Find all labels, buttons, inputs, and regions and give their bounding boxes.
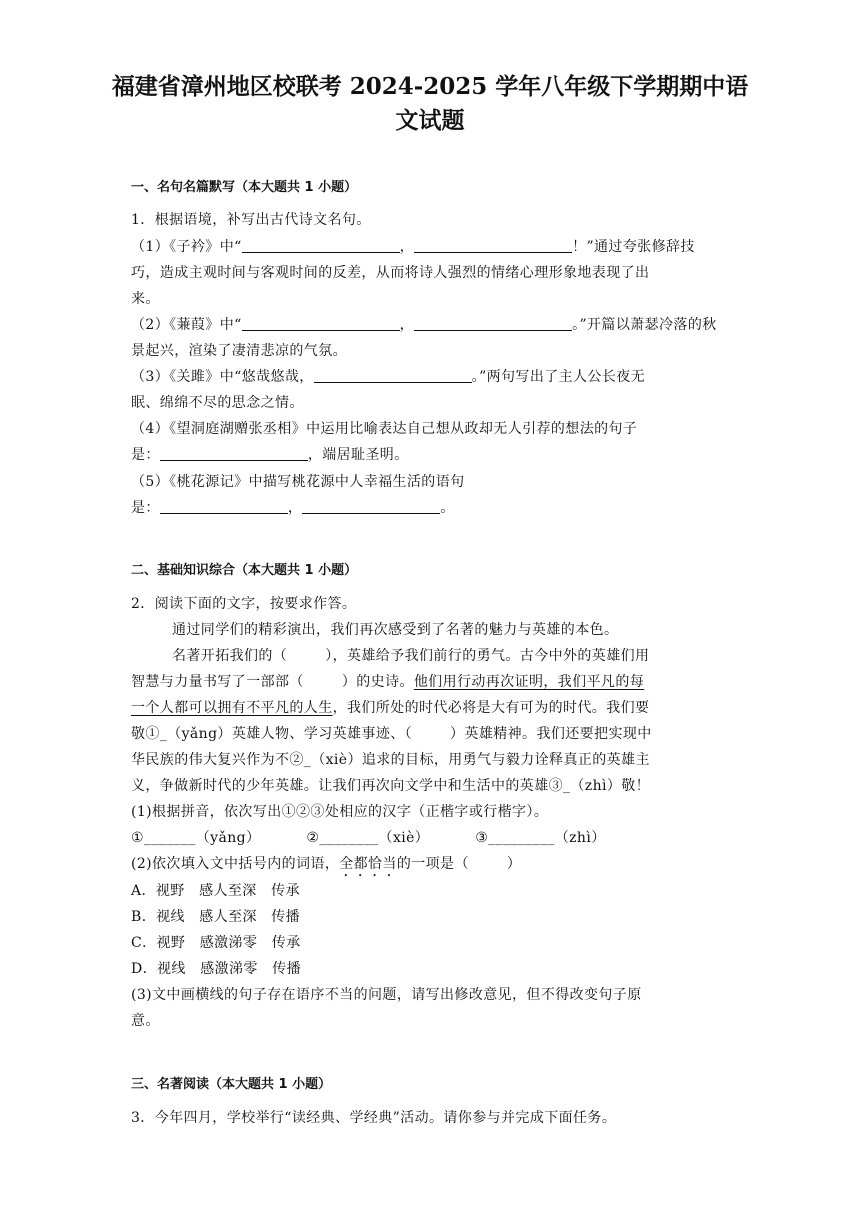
q1-item-4-line-2: 是： ，端居耻圣明。: [131, 447, 409, 463]
section-3-heading: 三、名著阅读（本大题共 1 小题）: [131, 1077, 332, 1092]
sub-question-1: (1)根据拼音，依次写出①②③处相应的汉字（正楷字或行楷字）。: [131, 804, 549, 820]
answer-blank[interactable]: [414, 316, 572, 331]
passage-line-7: 义，争做新时代的少年英雄。让我们再次向文学中和生活中的英雄③_（zhì）敬！: [131, 778, 651, 794]
answer-blank[interactable]: [414, 238, 572, 253]
answer-blank[interactable]: [314, 368, 472, 383]
emphasis-dots-text: 全都恰当: [339, 856, 397, 872]
option-d[interactable]: D．视线 感激涕零 传播: [131, 961, 302, 977]
q1-item-2-line-1: （2）《蒹葭》中“ ， 。”开篇以萧瑟冷落的秋: [131, 317, 717, 333]
sub-question-2: (2)依次填入文中括号内的词语，全都恰当的一项是（ ）: [131, 856, 522, 872]
q1-item-1-line-3: 来。: [131, 291, 160, 307]
passage-line-3: 智慧与力量书写了一部部（ ）的史诗。他们用行动再次证明，我们平凡的每: [131, 674, 645, 690]
sub-question-3-line-2: 意。: [131, 1013, 160, 1029]
answer-blank[interactable]: [302, 499, 440, 514]
section-2-heading: 二、基础知识综合（本大题共 1 小题）: [131, 563, 358, 578]
pinyin-blanks-row: [131, 827, 606, 847]
passage-line-5: 敬①_（yǎng）英雄人物、学习英雄事迹、（ ）英雄精神。我们还要把实现中: [131, 726, 652, 742]
q1-item-5-line-1: （5）《桃花源记》中描写桃花源中人幸福生活的语句: [131, 474, 465, 490]
question-2-stem: 2．阅读下面的文字，按要求作答。: [131, 596, 357, 612]
answer-blank[interactable]: [160, 446, 308, 461]
underlined-sentence: 他们用行动再次证明，我们平凡的每: [413, 674, 645, 690]
title-line-2: 文试题: [395, 107, 465, 134]
section-1-heading: 一、名句名篇默写（本大题共 1 小题）: [131, 180, 358, 195]
pinyin-blank-3[interactable]: ③_________（zhì）: [475, 830, 606, 846]
passage-line-2: 名著开拓我们的（ ），英雄给予我们前行的勇气。古今中外的英雄们用: [172, 648, 650, 664]
answer-blank[interactable]: [242, 238, 400, 253]
pinyin-blank-1[interactable]: ①_______（yǎng）: [131, 830, 261, 846]
q1-item-3-line-1: （3）《关雎》中“悠哉悠哉， 。”两句写出了主人公长夜无: [131, 369, 646, 385]
page-title: [110, 70, 750, 138]
underlined-sentence: 一个人都可以拥有不平凡的人生: [131, 700, 333, 716]
passage-line-6: 华民族的伟大复兴作为不②_（xiè）追求的目标，用勇气与毅力诠释真正的英雄主: [131, 752, 650, 768]
q1-item-4-line-1: （4）《望洞庭湖赠张丞相》中运用比喻表达自己想从政却无人引荐的想法的句子: [131, 421, 638, 437]
q1-item-2-line-2: 景起兴，渲染了凄清悲凉的气氛。: [131, 343, 347, 359]
passage-line-4: 一个人都可以拥有不平凡的人生，我们所处的时代必将是大有可为的时代。我们要: [131, 700, 650, 716]
answer-blank[interactable]: [160, 499, 288, 514]
passage-line-1: 通过同学们的精彩演出，我们再次感受到了名著的魅力与英雄的本色。: [172, 622, 619, 638]
option-c[interactable]: C．视野 感激涕零 传承: [131, 935, 301, 951]
pinyin-blank-2[interactable]: ②________（xiè）: [306, 830, 430, 846]
sub-question-3-line-1: (3)文中画横线的句子存在语序不当的问题，请写出修改意见，但不得改变句子原: [131, 987, 642, 1003]
question-1-stem: 1．根据语境，补写出古代诗文名句。: [131, 212, 371, 228]
option-b[interactable]: B．视线 感人至深 传播: [131, 909, 301, 925]
question-3-stem: 3．今年四月，学校举行“读经典、学经典”活动。请你参与并完成下面任务。: [131, 1110, 617, 1126]
q1-item-3-line-2: 眠、绵绵不尽的思念之情。: [131, 395, 304, 411]
option-a[interactable]: A．视野 感人至深 传承: [131, 883, 300, 899]
answer-blank[interactable]: [242, 316, 400, 331]
title-line-1: 福建省漳州地区校联考 2024-2025 学年八年级下学期期中语: [111, 73, 749, 100]
q1-item-1-line-1: （1）《子衿》中“ ， ！”通过夸张修辞技: [131, 239, 695, 255]
q1-item-5-line-2: 是： ， 。: [131, 500, 455, 516]
q1-item-1-line-2: 巧，造成主观时间与客观时间的反差，从而将诗人强烈的情绪心理形象地表现了出: [131, 265, 650, 281]
